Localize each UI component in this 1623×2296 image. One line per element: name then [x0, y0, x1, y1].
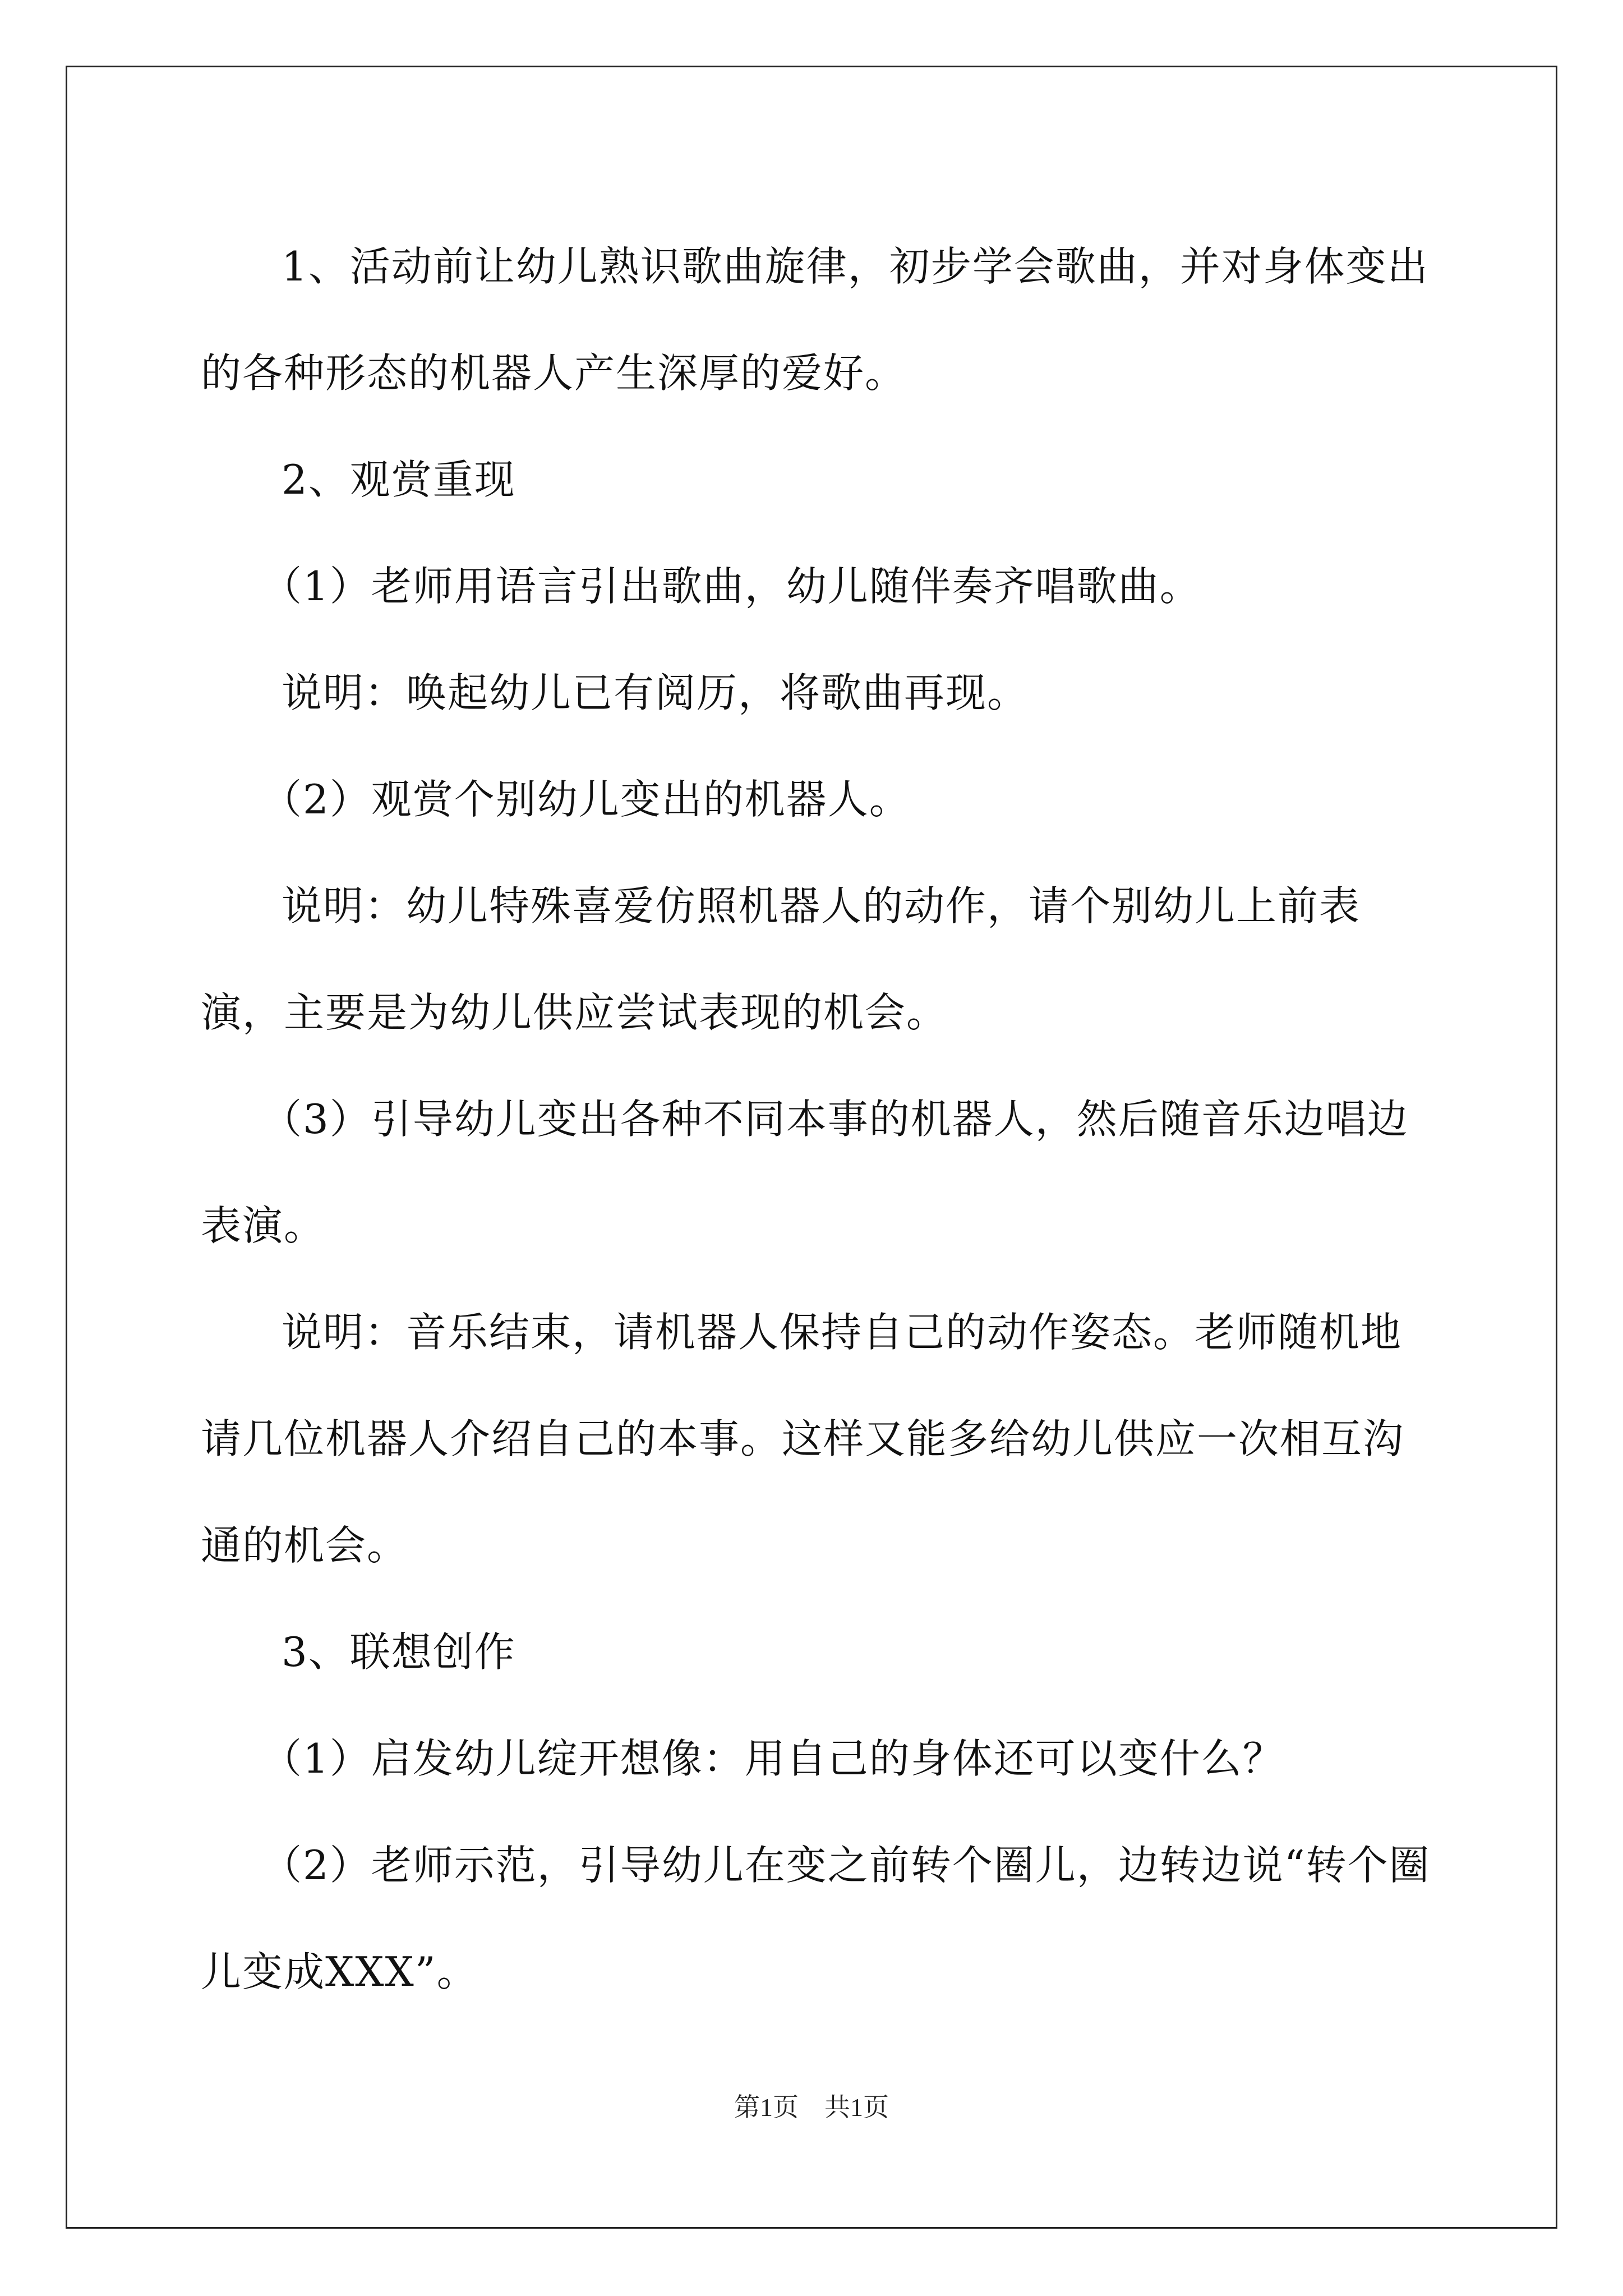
paragraph-9-heading: 3、联想创作: [282, 1628, 516, 1676]
paragraph-8: 说明：音乐结束，请机器人保持自己的动作姿态。老师随机地请几位机器人介绍自己的本事。这样又能多给幼儿供应一次相互沟通的机会。: [201, 1309, 1405, 1569]
paragraph-5: （2）观赏个别幼儿变出的机器人。: [261, 776, 911, 823]
paragraph-4: 说明：唤起幼儿已有阅历，将歌曲再现。: [282, 669, 1029, 716]
paragraph-10: （1）启发幼儿绽开想像：用自己的身体还可以变什么？: [261, 1735, 1284, 1782]
page-footer: 第1页 共1页: [734, 2093, 889, 2122]
paragraph-3: （1）老师用语言引出歌曲，幼儿随伴奏齐唱歌曲。: [261, 563, 1201, 610]
paragraph-7: （3）引导幼儿变出各种不同本事的机器人，然后随音乐边唱边表演。: [201, 1096, 1409, 1249]
paragraph-6: 说明：幼儿特殊喜爱仿照机器人的动作，请个别幼儿上前表演，主要是为幼儿供应尝试表现的机会。: [201, 882, 1361, 1036]
paragraph-1: 1、活动前让幼儿熟识歌曲旋律，初步学会歌曲，并对身体变出的各种形态的机器人产生深厚的爱好。: [201, 243, 1429, 397]
paragraph-2-heading: 2、观赏重现: [282, 456, 516, 503]
paragraph-11: （2）老师示范，引导幼儿在变之前转个圈儿，边转边说“转个圈儿变成XXX”。: [201, 1842, 1431, 1995]
document-body: [201, 213, 1435, 2025]
